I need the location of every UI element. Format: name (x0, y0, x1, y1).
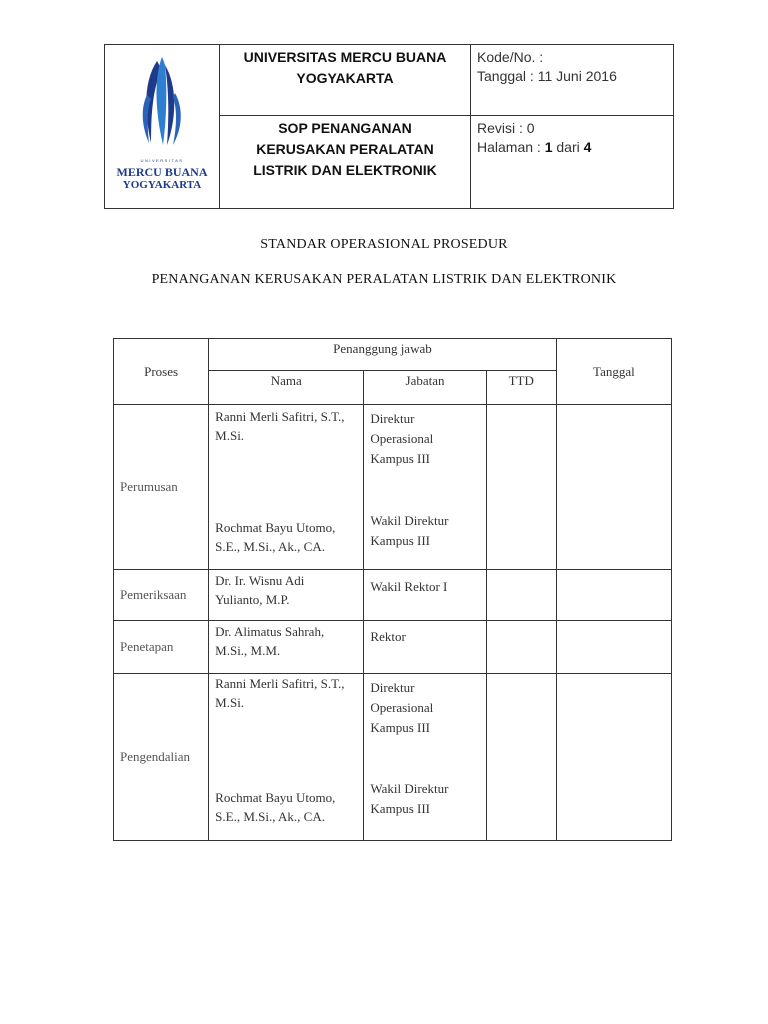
nama-cell (209, 621, 364, 674)
tanggal-cell[interactable] (556, 674, 671, 841)
jabatan-line: Rektor (370, 629, 406, 644)
revision-cell (471, 116, 674, 209)
nama-line: M.Si. (215, 428, 245, 443)
approval-table (113, 338, 672, 841)
tanggal-label: Tanggal : (477, 68, 534, 84)
halaman-page: 1 (544, 139, 553, 155)
proses-cell: Perumusan (114, 405, 209, 570)
jabatan-line: Wakil Direktur (370, 781, 449, 796)
header-ttd: TTD (486, 371, 556, 405)
logo-text-line2: YOGYAKARTA (122, 179, 202, 191)
jabatan-line: Kampus III (370, 533, 430, 548)
university-name-cell (220, 45, 471, 116)
header-nama: Nama (209, 371, 364, 405)
nama-line: Rochmat Bayu Utomo, (215, 790, 336, 805)
jabatan-line: Operasional (370, 700, 434, 715)
sop-title-line2: KERUSAKAN PERALATAN (256, 141, 434, 157)
document-title: STANDAR OPERASIONAL PROSEDUR (260, 237, 508, 252)
tanggal-cell[interactable] (556, 621, 671, 674)
university-logo (105, 45, 219, 209)
sop-title-line1: SOP PENANGANAN (278, 120, 412, 136)
nama-line: Dr. Ir. Wisnu Adi (215, 573, 305, 588)
jabatan-line: Operasional (370, 431, 434, 446)
flame-logo-icon (105, 45, 219, 157)
nama-line: S.E., M.Si., Ak., CA. (215, 539, 325, 554)
sop-title-line3: LISTRIK DAN ELEKTRONIK (253, 162, 437, 178)
tanggal-cell[interactable] (556, 570, 671, 621)
halaman-of: dari (556, 139, 580, 155)
ttd-cell[interactable] (486, 621, 556, 674)
logo-text-small: UNIVERSITAS (140, 158, 184, 163)
halaman-row (477, 138, 673, 157)
jabatan-cell (364, 405, 486, 570)
table-row (114, 674, 672, 841)
university-name-line1: UNIVERSITAS MERCU BUANA (243, 49, 447, 65)
jabatan-line: Kampus III (370, 451, 430, 466)
header-penanggung-jawab: Penanggung jawab (209, 339, 557, 371)
table-row (114, 570, 672, 621)
document-code-cell (471, 45, 674, 116)
table-row (114, 405, 672, 570)
ttd-cell[interactable] (486, 405, 556, 570)
jabatan-line: Direktur (370, 411, 415, 426)
logo-text-line1: MERCU BUANA (116, 165, 208, 179)
nama-line: Dr. Alimatus Sahrah, (215, 624, 325, 639)
header-proses: Proses (114, 339, 209, 405)
nama-line: Ranni Merli Safitri, S.T., (215, 676, 345, 691)
nama-line: Rochmat Bayu Utomo, (215, 520, 336, 535)
university-name-line2: YOGYAKARTA (296, 70, 394, 86)
jabatan-cell (364, 621, 486, 674)
nama-line: Ranni Merli Safitri, S.T., (215, 409, 345, 424)
nama-line: Yulianto, M.P. (215, 592, 290, 607)
nama-cell (209, 570, 364, 621)
jabatan-line: Wakil Rektor I (370, 579, 448, 594)
header-tanggal: Tanggal (556, 339, 671, 405)
jabatan-cell (364, 570, 486, 621)
halaman-label: Halaman : (477, 139, 541, 155)
nama-cell (209, 674, 364, 841)
document-header (104, 44, 674, 209)
jabatan-cell (364, 674, 486, 841)
sop-title-cell (220, 116, 471, 209)
tanggal-value: 11 Juni 2016 (537, 68, 617, 84)
document-subtitle: PENANGANAN KERUSAKAN PERALATAN LISTRIK DAN ELEKTRONIK (151, 272, 617, 287)
halaman-total: 4 (583, 139, 592, 155)
revisi-row (477, 119, 673, 138)
jabatan-line: Wakil Direktur (370, 513, 449, 528)
tanggal-row (477, 67, 673, 86)
jabatan-line: Kampus III (370, 801, 430, 816)
kode-label: Kode/No. : (477, 49, 544, 65)
proses-cell: Pemeriksaan (114, 570, 209, 621)
proses-cell: Penetapan (114, 621, 209, 674)
nama-line: S.E., M.Si., Ak., CA. (215, 809, 325, 824)
nama-cell (209, 405, 364, 570)
ttd-cell[interactable] (486, 674, 556, 841)
table-row (114, 621, 672, 674)
header-jabatan: Jabatan (364, 371, 486, 405)
tanggal-cell[interactable] (556, 405, 671, 570)
revisi-value: 0 (526, 120, 535, 136)
ttd-cell[interactable] (486, 570, 556, 621)
jabatan-line: Kampus III (370, 720, 430, 735)
logo-cell (105, 45, 220, 209)
proses-cell: Pengendalian (114, 674, 209, 841)
jabatan-line: Direktur (370, 680, 415, 695)
nama-line: M.Si. (215, 695, 245, 710)
revisi-label: Revisi : (477, 120, 523, 136)
nama-line: M.Si., M.M. (215, 643, 281, 658)
